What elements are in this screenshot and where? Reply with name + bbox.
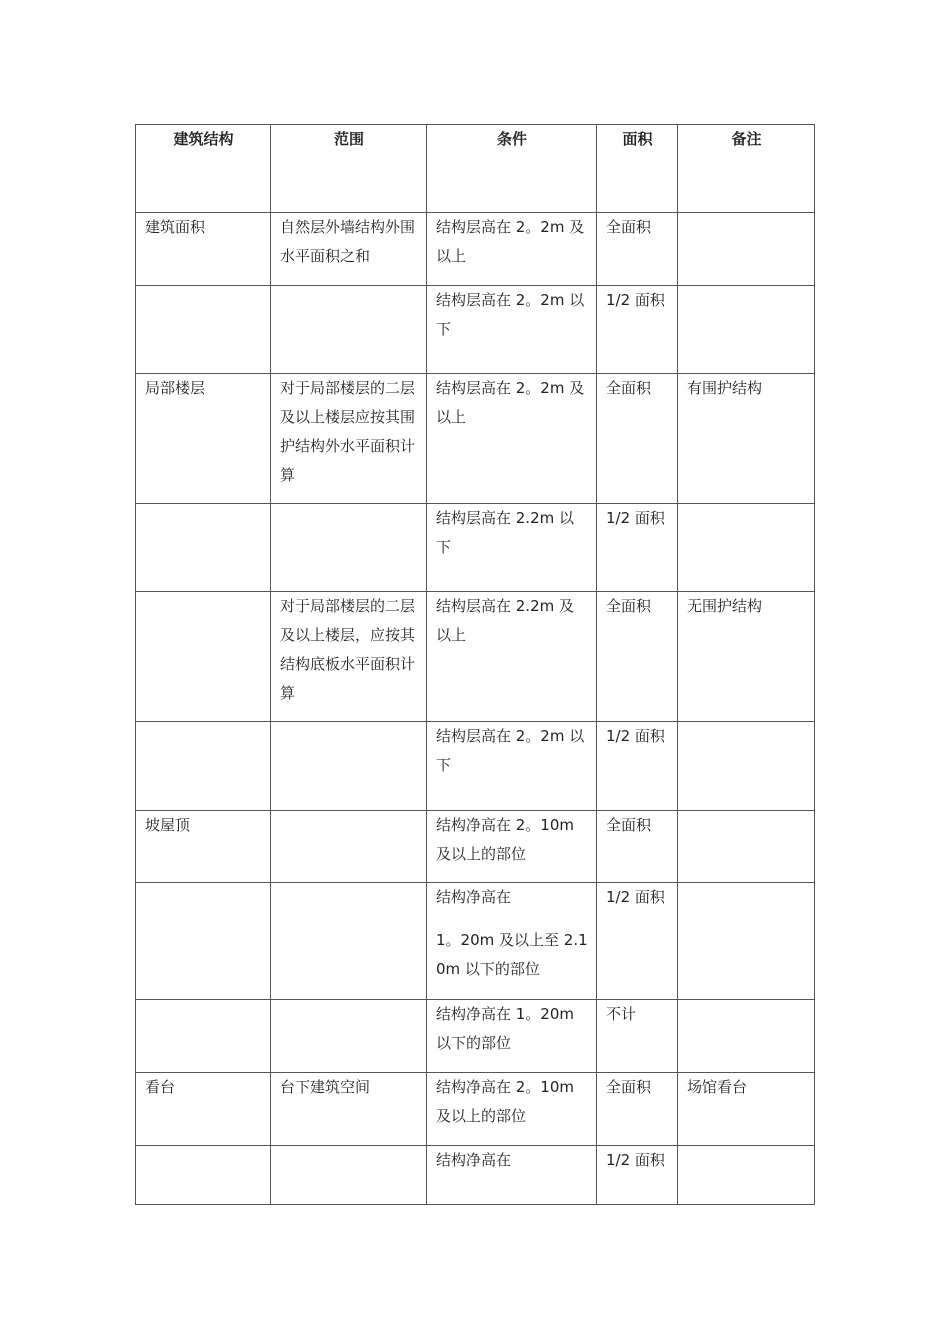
header-note: 备注 — [678, 125, 815, 213]
cell-note — [678, 1146, 815, 1205]
cell-area: 不计 — [597, 1000, 678, 1073]
cell-condition — [427, 883, 597, 1000]
cell-condition-line-a: 结构净高在 — [436, 888, 512, 906]
table-row — [136, 592, 815, 722]
cell-area: 1/2 面积 — [597, 1146, 678, 1205]
cell-scope — [271, 504, 427, 592]
cell-note — [678, 722, 815, 811]
cell-structure: 坡屋顶 — [136, 811, 271, 883]
cell-condition: 结构层高在 2。2m 及以上 — [427, 213, 597, 286]
cell-condition: 结构层高在 2。2m 及以上 — [427, 374, 597, 504]
cell-note — [678, 504, 815, 592]
table-row — [136, 504, 815, 592]
cell-scope — [271, 722, 427, 811]
table-row — [136, 722, 815, 811]
header-structure: 建筑结构 — [136, 125, 271, 213]
cell-scope: 对于局部楼层的二层及以上楼层应按其围护结构外水平面积计算 — [271, 374, 427, 504]
cell-note: 场馆看台 — [678, 1073, 815, 1146]
table-row — [136, 374, 815, 504]
cell-condition: 结构净高在 2。10m 及以上的部位 — [427, 1073, 597, 1146]
cell-structure — [136, 504, 271, 592]
cell-condition: 结构层高在 2。2m 以下 — [427, 286, 597, 374]
cell-note — [678, 811, 815, 883]
cell-area: 全面积 — [597, 592, 678, 722]
cell-note: 无围护结构 — [678, 592, 815, 722]
table-row — [136, 1073, 815, 1146]
cell-condition: 结构层高在 2.2m 及以上 — [427, 592, 597, 722]
cell-note — [678, 213, 815, 286]
area-calculation-table — [135, 124, 815, 1205]
cell-structure: 建筑面积 — [136, 213, 271, 286]
table-row — [136, 811, 815, 883]
table-header-row — [136, 125, 815, 213]
cell-area: 1/2 面积 — [597, 722, 678, 811]
cell-note — [678, 883, 815, 1000]
cell-area: 全面积 — [597, 811, 678, 883]
cell-structure — [136, 1000, 271, 1073]
cell-area: 1/2 面积 — [597, 883, 678, 1000]
cell-scope: 自然层外墙结构外围水平面积之和 — [271, 213, 427, 286]
cell-scope — [271, 286, 427, 374]
cell-condition: 结构净高在 1。20m 以下的部位 — [427, 1000, 597, 1073]
table-row — [136, 213, 815, 286]
cell-condition: 结构层高在 2。2m 以下 — [427, 722, 597, 811]
header-condition: 条件 — [427, 125, 597, 213]
cell-area: 全面积 — [597, 213, 678, 286]
cell-scope: 对于局部楼层的二层及以上楼层，应按其结构底板水平面积计算 — [271, 592, 427, 722]
cell-scope: 台下建筑空间 — [271, 1073, 427, 1146]
cell-structure: 看台 — [136, 1073, 271, 1146]
cell-condition: 结构净高在 2。10m 及以上的部位 — [427, 811, 597, 883]
cell-scope — [271, 883, 427, 1000]
cell-area: 1/2 面积 — [597, 504, 678, 592]
cell-structure — [136, 1146, 271, 1205]
paragraph-gap — [436, 912, 588, 926]
cell-area: 全面积 — [597, 374, 678, 504]
cell-structure: 局部楼层 — [136, 374, 271, 504]
table-row — [136, 286, 815, 374]
cell-structure — [136, 883, 271, 1000]
cell-condition: 结构层高在 2.2m 以下 — [427, 504, 597, 592]
cell-area: 1/2 面积 — [597, 286, 678, 374]
cell-note — [678, 286, 815, 374]
cell-area: 全面积 — [597, 1073, 678, 1146]
cell-structure — [136, 592, 271, 722]
header-scope: 范围 — [271, 125, 427, 213]
cell-structure — [136, 286, 271, 374]
cell-structure — [136, 722, 271, 811]
cell-condition: 结构净高在 — [427, 1146, 597, 1205]
cell-scope — [271, 811, 427, 883]
table-row — [136, 1146, 815, 1205]
table-row — [136, 1000, 815, 1073]
cell-note — [678, 1000, 815, 1073]
header-area: 面积 — [597, 125, 678, 213]
cell-scope — [271, 1146, 427, 1205]
cell-scope — [271, 1000, 427, 1073]
cell-condition-line-b: 1。20m 及以上至 2.10m 以下的部位 — [436, 931, 588, 978]
table-row — [136, 883, 815, 1000]
cell-note: 有围护结构 — [678, 374, 815, 504]
